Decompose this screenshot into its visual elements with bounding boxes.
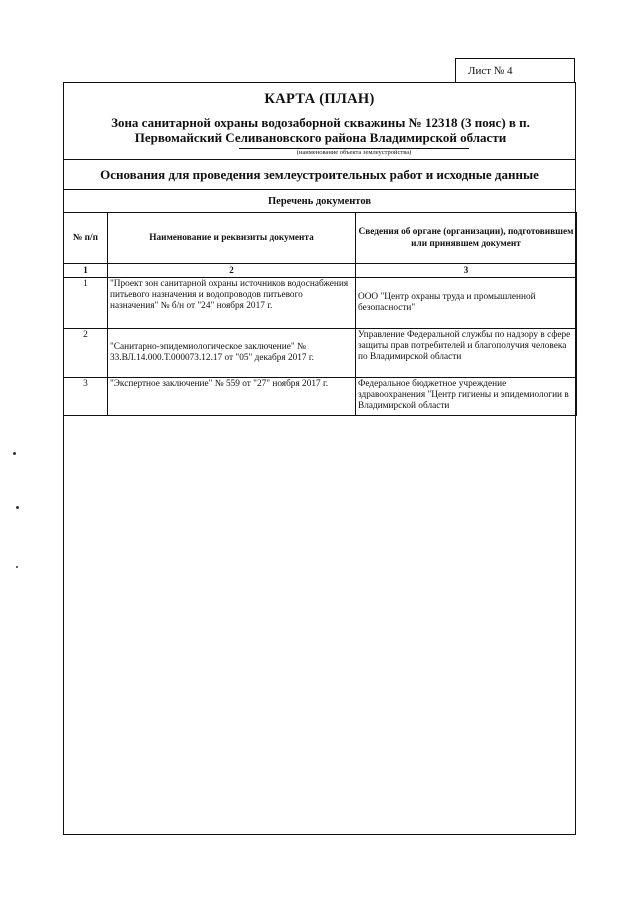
column-header: Наименование и реквизиты документа bbox=[108, 213, 356, 264]
row-number: 2 bbox=[64, 329, 108, 378]
list-title: Перечень документов bbox=[268, 196, 371, 207]
section-title: Основания для проведения землеустроительных работ и исходные данные bbox=[100, 167, 539, 182]
table-row bbox=[64, 278, 577, 329]
object-caption: (наименование объекта землеустройства) bbox=[296, 149, 412, 156]
table-header-row bbox=[64, 213, 577, 264]
scan-speck bbox=[16, 566, 18, 568]
column-header: № п/п bbox=[64, 213, 108, 264]
column-number-row bbox=[64, 264, 577, 278]
documents-table bbox=[63, 212, 577, 416]
column-header: Сведения об органе (организации), подготовившем или принявшем документ bbox=[356, 213, 577, 264]
table-row bbox=[64, 378, 577, 416]
table-row bbox=[64, 329, 577, 378]
page-title: КАРТА (ПЛАН) bbox=[264, 91, 375, 107]
column-number: 1 bbox=[64, 264, 108, 278]
document-organization: ООО "Центр охраны труда и промышленной безопасности" bbox=[356, 278, 577, 329]
scan-speck bbox=[16, 506, 19, 509]
row-number: 1 bbox=[64, 278, 108, 329]
column-number: 3 bbox=[356, 264, 577, 278]
document-name: "Проект зон санитарной охраны источников водоснабжения питьевого назначения и водопроводов питьевого назначения" № б/н от "24" ноября 2017 г. bbox=[108, 278, 356, 329]
document-organization: Управление Федеральной службы по надзору в сфере защиты прав потребителей и благополучия человека по Владимирской области bbox=[356, 329, 577, 378]
column-number: 2 bbox=[108, 264, 356, 278]
map-form-frame bbox=[63, 82, 576, 835]
sheet-number-label: Лист № 4 bbox=[455, 58, 575, 82]
document-name: "Экспертное заключение" № 559 от "27" ноября 2017 г. bbox=[108, 378, 356, 416]
row-number: 3 bbox=[64, 378, 108, 416]
document-organization: Федеральное бюджетное учреждение здравоохранения "Центр гигиены и эпидемиологии в Владимирской области bbox=[356, 378, 577, 416]
scan-speck bbox=[13, 452, 16, 455]
object-name: Зона санитарной охраны водозаборной скважины № 12318 (3 пояс) в п. Первомайский Селивановского района Владимирской области bbox=[111, 115, 530, 145]
divider bbox=[64, 159, 575, 160]
divider bbox=[64, 189, 575, 190]
document-name: "Санитарно-эпидемиологическое заключение" № 33.ВЛ.14.000.Т.000073.12.17 от "05" декабря 2017 г. bbox=[108, 329, 356, 378]
